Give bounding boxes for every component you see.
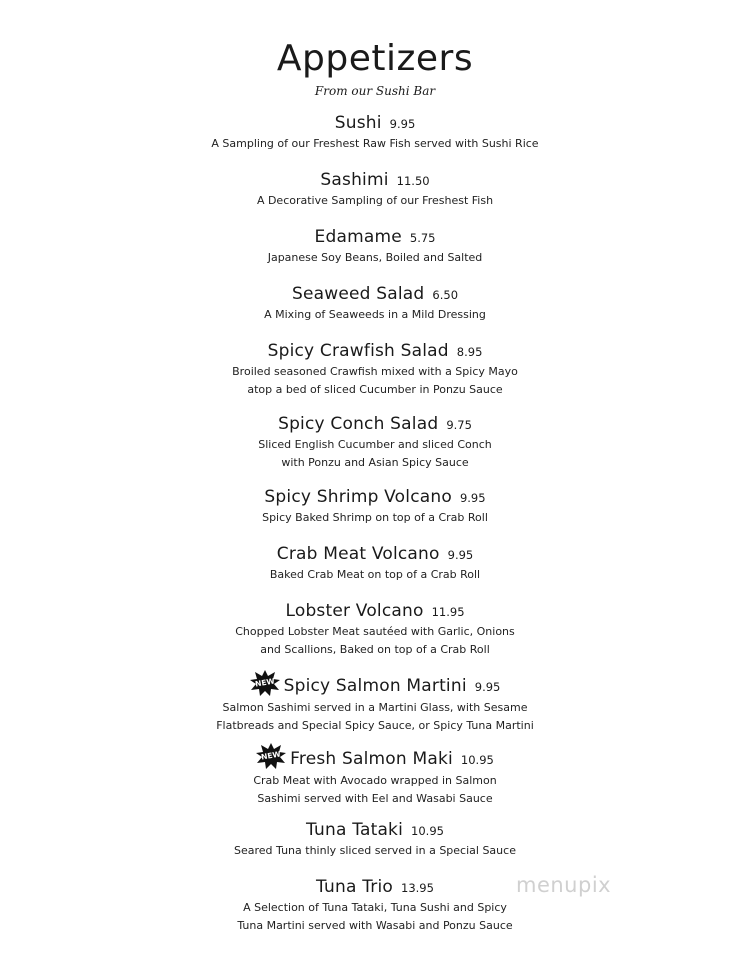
menu-item-description: Seared Tuna thinly sliced served in a Special Sauce [234, 844, 516, 857]
menu-item-header [0, 413, 750, 436]
menu-item-description: with Ponzu and Asian Spicy Sauce [281, 456, 469, 469]
page-subtitle: From our Sushi Bar [314, 84, 436, 98]
menu-item-name: Tuna Trio [316, 877, 394, 897]
menu-item-header [0, 340, 750, 363]
menu-item-description: Crab Meat with Avocado wrapped in Salmon [253, 774, 497, 787]
menu-item-name: Spicy Conch Salad [278, 414, 439, 434]
menu-item-price: 9.95 [474, 680, 501, 694]
menu-item-name: Tuna Tataki [306, 820, 404, 840]
menu-item-price: 9.95 [459, 491, 486, 505]
menu-item-price: 10.95 [460, 753, 494, 767]
menu-item [0, 746, 750, 808]
new-badge-icon [256, 743, 286, 769]
menu-item-price: 10.95 [411, 824, 444, 838]
menu-item-description: Baked Crab Meat on top of a Crab Roll [269, 568, 481, 581]
menu-item-header [0, 486, 750, 509]
menu-item-name: Sushi [334, 113, 382, 133]
menu-item-price: 9.95 [447, 548, 474, 562]
menu-item [0, 413, 750, 472]
menu-item-header [0, 226, 750, 249]
menu-item-price: 11.95 [431, 605, 465, 619]
menu-item-price: 6.50 [432, 288, 459, 302]
menu-item-header [0, 600, 750, 623]
menu-item-description: A Decorative Sampling of our Freshest Fish [256, 194, 494, 207]
menu-item-description: Broiled seasoned Crawfish mixed with a Spicy Mayo [232, 365, 518, 378]
menu-item-name: Spicy Shrimp Volcano [264, 487, 452, 507]
menu-item-description: A Mixing of Seaweeds in a Mild Dressing [264, 308, 486, 321]
menu-item-name: Crab Meat Volcano [276, 544, 440, 564]
menu-item-price: 9.95 [389, 117, 416, 131]
menu-item [0, 283, 750, 324]
menu-item [0, 486, 750, 527]
menu-item-description: atop a bed of sliced Cucumber in Ponzu Sauce [247, 383, 503, 396]
menu-item-description: A Selection of Tuna Tataki, Tuna Sushi and Spicy [243, 901, 507, 914]
menu-item-price: 8.95 [456, 345, 483, 359]
menu-item-name: Spicy Crawfish Salad [267, 341, 449, 361]
menu-item-price: 13.95 [401, 881, 434, 895]
menu-item [0, 112, 750, 153]
menu-item-name: Fresh Salmon Maki [290, 749, 453, 769]
watermark-logo: menupix [516, 873, 612, 897]
menu-item-header [0, 112, 750, 135]
menu-item-description: Flatbreads and Special Spicy Sauce, or Spicy Tuna Martini [216, 719, 534, 732]
menu-item [0, 819, 750, 860]
menu-item-name: Spicy Salmon Martini [283, 676, 467, 696]
menu-item-name: Edamame [314, 227, 402, 247]
menu-item-name: Sashimi [320, 170, 389, 190]
menu-item [0, 600, 750, 659]
new-badge-icon [250, 670, 280, 696]
menu-item-description: and Scallions, Baked on top of a Crab Roll [260, 643, 490, 656]
menu-item-price: 9.75 [446, 418, 472, 432]
new-badge-label: NEW [254, 676, 275, 689]
menu-item [0, 169, 750, 210]
menu-item-description: A Sampling of our Freshest Raw Fish served with Sushi Rice [211, 137, 539, 150]
menu-item-description: Sashimi served with Eel and Wasabi Sauce [257, 792, 493, 805]
menu-item-header [0, 819, 750, 842]
menu-item [0, 226, 750, 267]
menu-item-description: Chopped Lobster Meat sautéed with Garlic, Onions [235, 625, 515, 638]
menu-item-description: Spicy Baked Shrimp on top of a Crab Roll [262, 511, 488, 524]
menu-item [0, 543, 750, 584]
menu-item [0, 673, 750, 735]
menu-item [0, 340, 750, 399]
menu-item-header [0, 543, 750, 566]
menu-item-header [0, 746, 750, 772]
menu-item-price: 5.75 [409, 231, 436, 245]
menu-item-name: Lobster Volcano [285, 601, 424, 621]
menu-item-description: Sliced English Cucumber and sliced Conch [258, 438, 492, 451]
menu-item-header [0, 283, 750, 306]
menu-item-header [0, 169, 750, 192]
menu-item [0, 876, 750, 935]
menu-item-header [0, 673, 750, 699]
menu-item-header [0, 876, 750, 899]
menu-item-description: Tuna Martini served with Wasabi and Ponzu Sauce [237, 919, 513, 932]
menu-item-price: 11.50 [396, 174, 430, 188]
page-title: Appetizers [276, 38, 474, 79]
menu-item-description: Salmon Sashimi served in a Martini Glass, with Sesame [222, 701, 528, 714]
new-badge-label: NEW [260, 749, 282, 762]
menu-item-description: Japanese Soy Beans, Boiled and Salted [267, 251, 483, 264]
menu-item-name: Seaweed Salad [291, 284, 425, 304]
